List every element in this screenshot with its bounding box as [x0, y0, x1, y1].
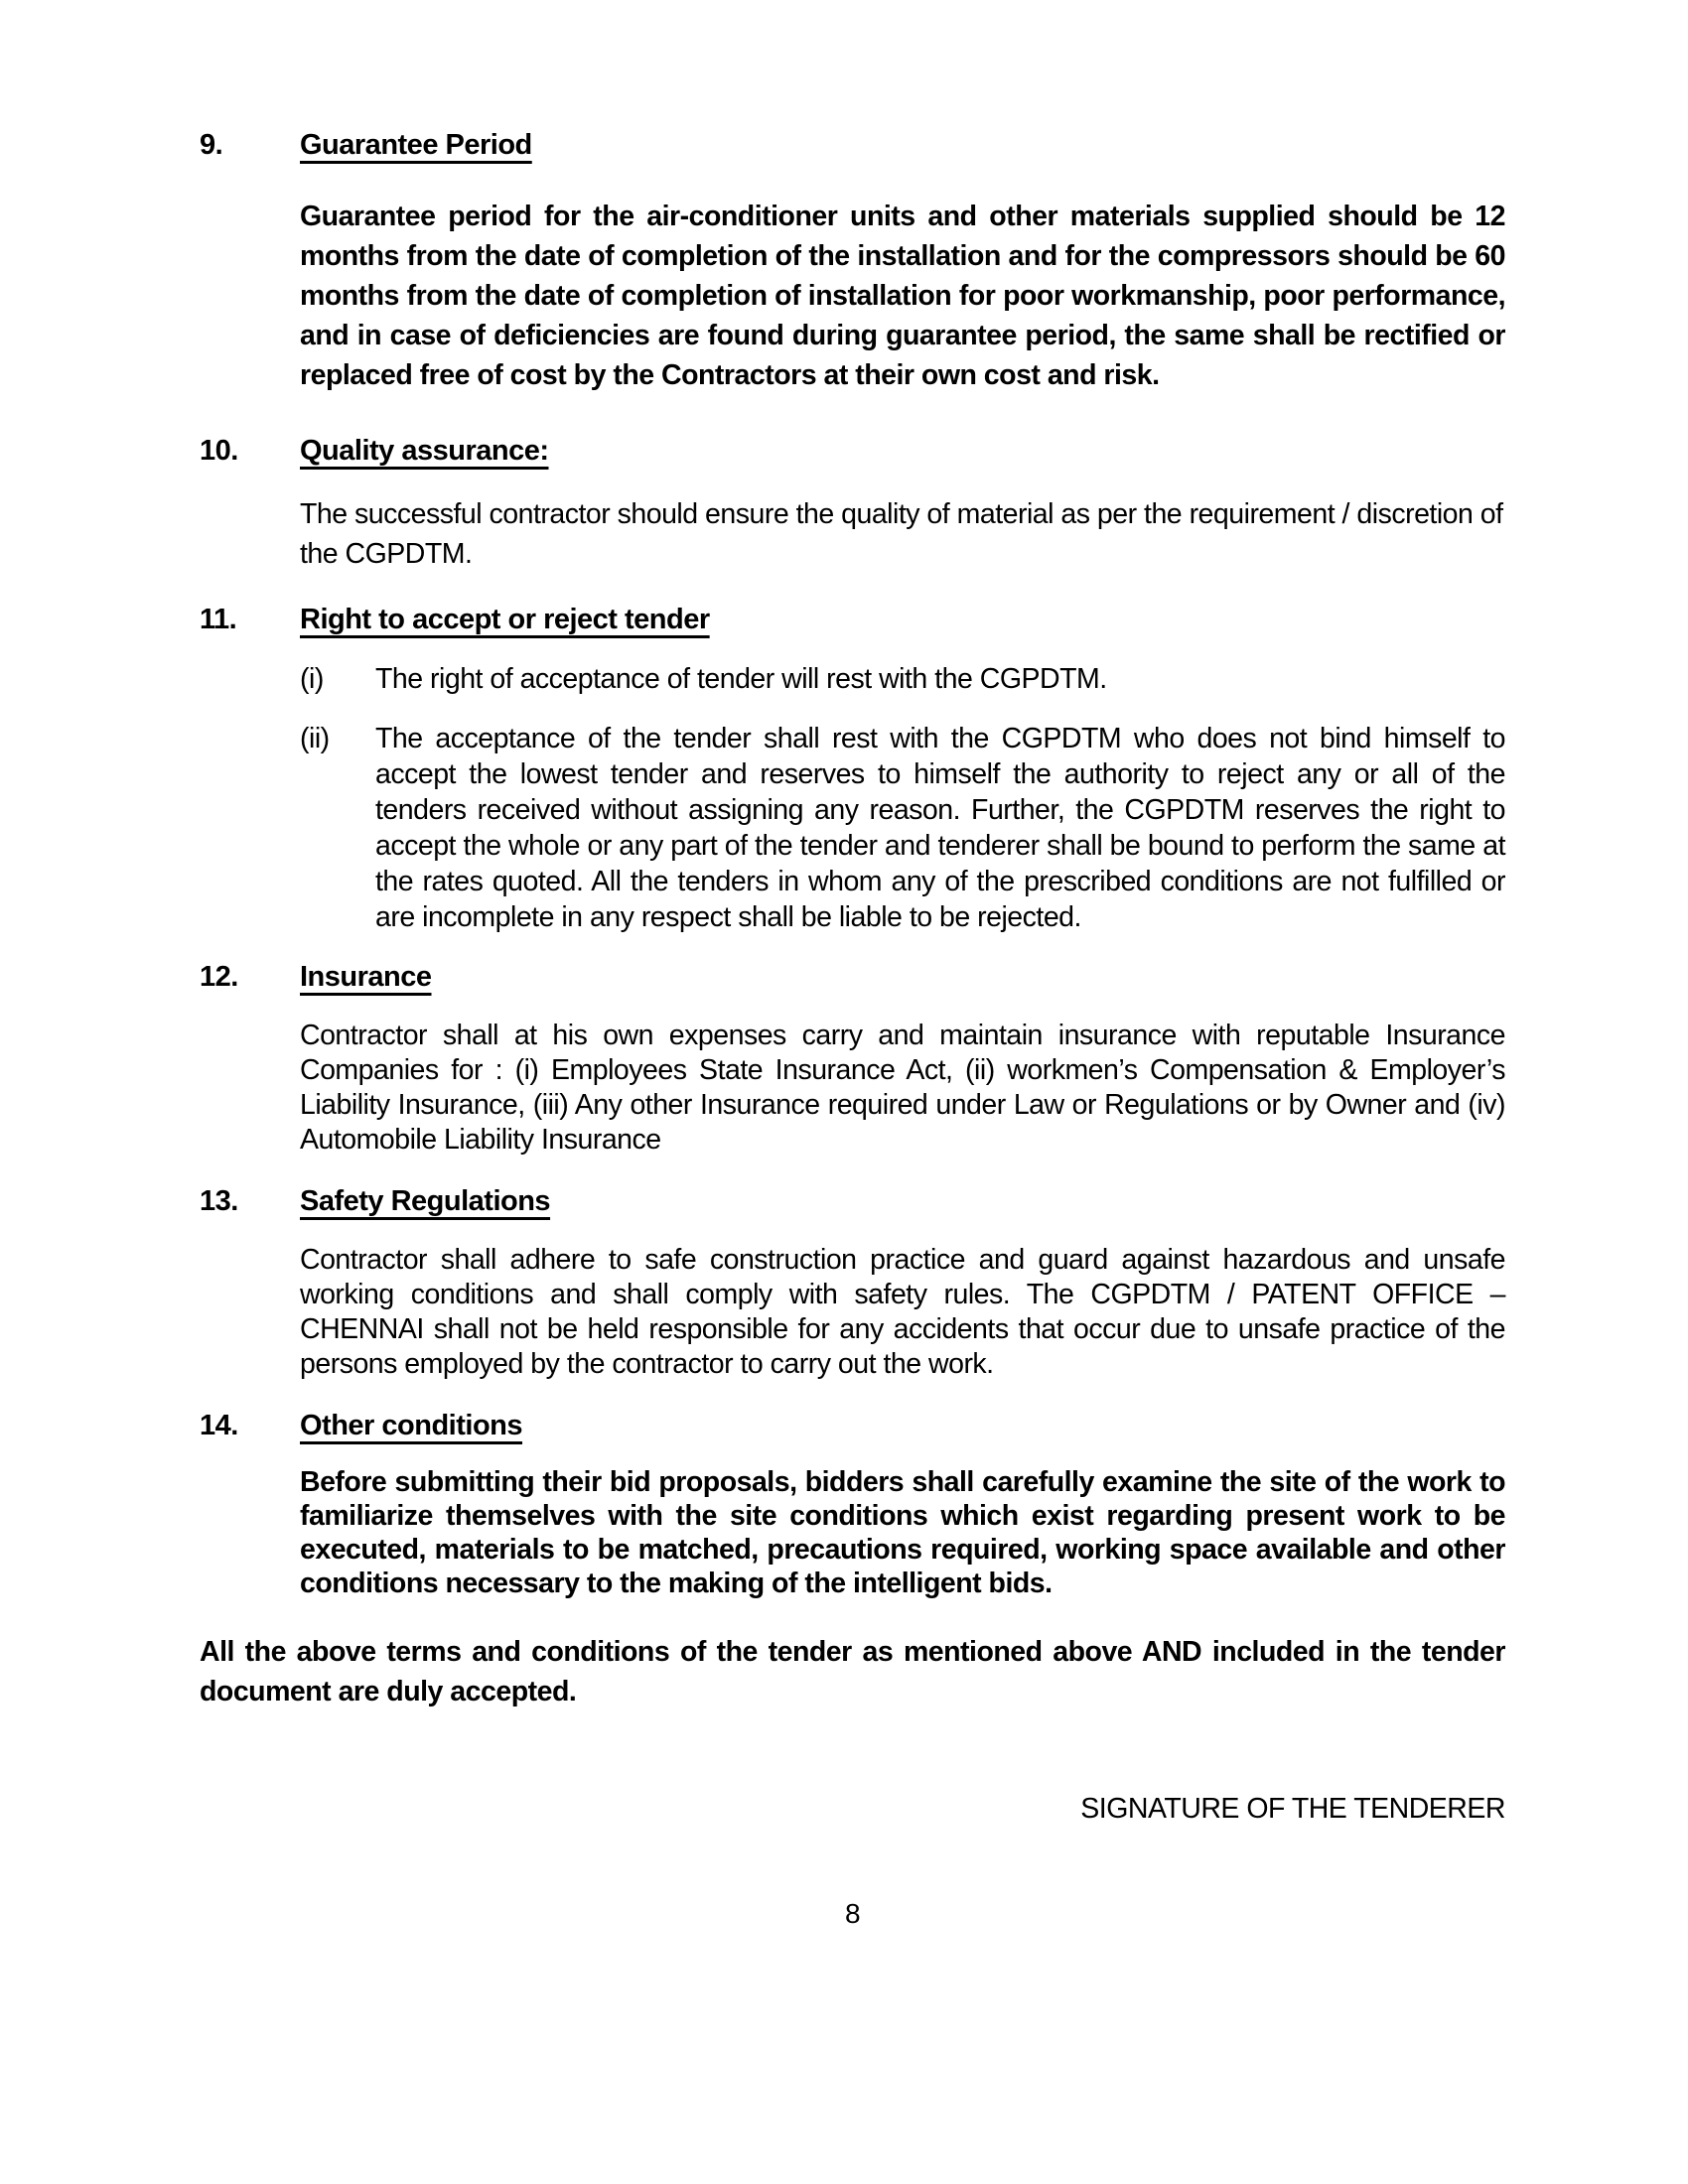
list-item-ii — [300, 721, 1505, 935]
list-item-i — [300, 661, 1505, 697]
section-13 — [200, 1181, 1505, 1382]
list-text: The right of acceptance of tender will rest with the CGPDTM. — [375, 663, 1107, 695]
section-heading-text: Other conditions — [300, 1410, 522, 1441]
section-heading — [300, 431, 1505, 471]
list-text: The acceptance of the tender shall rest with the CGPDTM who does not bind himself to accept the lowest tender and reserves to himself the authority to reject any or all of the tenders received without assigning any reason. Further, the CGPDTM reserves the right to accept the whole or any part of the tender and tenderer shall be bound to perform the same at the rates quoted. All the tenders in whom any of the prescribed conditions are not fulfilled or are incomplete in any respect shall be liable to be rejected. — [375, 723, 1505, 933]
section-heading — [300, 125, 1505, 165]
section-heading-text: Right to accept or reject tender — [300, 604, 710, 635]
section-heading-text: Insurance — [300, 961, 432, 993]
section-heading-text: Guarantee Period — [300, 129, 532, 161]
page-number: 8 — [844, 1898, 861, 1929]
paragraph: Contractor shall at his own expenses carry and maintain insurance with reputable Insurance Companies for : (i) Employees State Insurance Act, (ii) workmen’s Compensation & Employer’s Liability Insurance, (iii) Any other Insurance required under Law or Regulations or by Owner and (iv) Automobile Liability Insurance — [300, 1020, 1505, 1156]
section-number: 12. — [200, 961, 238, 993]
section-10 — [200, 431, 1505, 574]
section-heading-text: Quality assurance: — [300, 435, 549, 467]
section-number: 14. — [200, 1410, 238, 1441]
section-11 — [200, 600, 1505, 935]
section-heading — [300, 1181, 1505, 1221]
paragraph: Before submitting their bid proposals, bidders shall carefully examine the site of the work to familiarize themselves with the site conditions which exist regarding present work to be executed, materials to be matched, precautions required, working space available and other conditions necessary to the making of the intelligent bids. — [300, 1466, 1505, 1599]
section-number: 11. — [200, 604, 237, 635]
section-9 — [200, 125, 1505, 395]
paragraph: Contractor shall adhere to safe construction practice and guard against hazardous and unsafe working conditions and shall comply with safety rules. The CGPDTM / PATENT OFFICE – CHENNAI shall not be held responsible for any accidents that occur due to unsafe practice of the persons employed by the contractor to carry out the work. — [300, 1244, 1505, 1380]
section-14 — [200, 1406, 1505, 1600]
closing-paragraph: All the above terms and conditions of the tender as mentioned above AND included in the tender document are duly accepted. — [200, 1636, 1505, 1707]
list-marker: (i) — [300, 663, 324, 695]
section-number: 10. — [200, 435, 238, 467]
signature-line: SIGNATURE OF THE TENDERER — [1080, 1793, 1505, 1825]
section-heading — [300, 957, 1505, 997]
section-heading — [300, 1406, 1505, 1445]
section-number: 13. — [200, 1185, 238, 1217]
section-number: 9. — [200, 129, 223, 161]
paragraph: Guarantee period for the air-conditioner units and other materials supplied should be 12 months from the date of completion of the installation and for the compressors should be 60 months from the date of completion of installation for poor workmanship, poor performance, and in case of deficiencies are found during guarantee period, the same shall be rectified or replaced free of cost by the Contractors at their own cost and risk. — [300, 201, 1505, 391]
section-12 — [200, 957, 1505, 1158]
section-heading-text: Safety Regulations — [300, 1185, 551, 1217]
paragraph: The successful contractor should ensure the quality of material as per the requirement / discretion of the CGPDTM. — [300, 498, 1503, 570]
section-heading — [300, 600, 1505, 639]
list-marker: (ii) — [300, 723, 330, 754]
